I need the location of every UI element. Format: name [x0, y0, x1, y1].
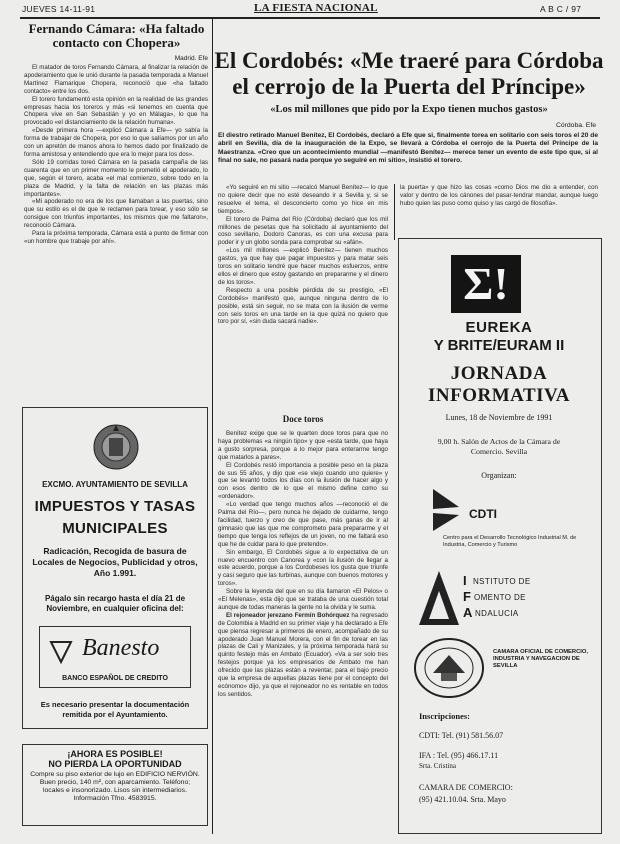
contact-camara-phone: (95) 421.10.04. Srta. Mayo [419, 795, 506, 804]
main-col1-paragraph: «Yo seguiré en mi sitio —recalcó Manuel Benítez— lo que no quiere decir que no esté deseando ir a Sevilla y, si se resuelve el tema, el desconcierto como yo hice en mis tiempos». [218, 184, 388, 215]
cdti-logo-icon [429, 485, 463, 535]
cdti-sub: Centro para el Desarrollo Tecnológico Industrial M. de Industria, Comercio y Turismo [443, 535, 577, 548]
header-date: JUEVES 14-11-91 [22, 4, 96, 14]
main-col2-paragraph: Sin embargo, El Cordobés sigue a lo expectativa de un nuevo encuentro con Canorea y «con la ilusión de llegar a este acuerdo, porque a los Cordobeses los gusta que triunfe y casi seguro que las turbinas, aunque con buenos motores y toros». [218, 548, 388, 588]
ifa-letter-a: A [463, 605, 473, 620]
section-title: Doce toros [282, 414, 324, 424]
ifa-line1: NSTITUTO DE [473, 577, 531, 586]
contact-cdti: CDTI: Tel. (91) 581.56.07 [419, 731, 504, 740]
eureka-brand2: Y BRITE/EURAM II [433, 337, 565, 354]
header-section: LA FIESTA NACIONAL [254, 2, 378, 14]
main-col2-paragraph: «Lo verdad que tengo muchos años —reconoció el de Palma del Río—, pero nunca he dejado de cuidarme, tengo facilidad, tuerzo y creo de que pase, más ganas de ir al gimnasio que las que me comprometo para prepararme y el tiempo que tenga los reflejos de un joven, no me faltará eso que he de cuidar para lo que pretendo». [218, 501, 388, 548]
main-col1-paragraph: El torero de Palma del Río (Córdoba) declaró que los mil millones de pesetas que ha solicitado al ayuntamiento del coso sevillano, Dodoro Canoras, es con una excusa para poder ir y un globo sonda para comprobar su «afán». [218, 215, 388, 247]
eureka-logo: Σ! [451, 255, 521, 313]
ad-sevilla-title2: MUNICIPALES [62, 520, 168, 537]
column-divider [212, 19, 213, 834]
main-col2-paragraph: Sobre la leyenda del que en su día llamaron «El Pelos» o «El Melenas», esta dijo que se trataba de una cuestión total aunque de todas maneras la gente no la olvida y le suma. [218, 588, 388, 611]
left-dateline: Madrid. Efe [174, 55, 208, 62]
left-paragraph: El torero fundamentó esta opinión en la realidad de las grandes empresas hacia los toreros y más «si tenemos en cuenta que Chopera vive en San Sebastián y yo en Málaga», lo que ha provocado «el distanciamiento de la relación humana». [24, 95, 208, 127]
eureka-date: Lunes, 18 de Noviembre de 1991 [445, 413, 553, 422]
ad-sevilla-note: Es necesario presentar la documentación remitida por el Ayuntamiento. [40, 700, 190, 719]
left-paragraph: El matador de toros Fernando Cámara, al finalizar la relación de apoderamiento que le unió durante la pasada temporada a Manuel Martínez Flamarique Chopera, reconoció que «ha faltado contacto» entre los dos. [24, 64, 208, 95]
main-col3: la puerta» y que hizo las cosas «como Dios me dio a entender, con valor y dentro de los cánones del pasar-tendrar mandar, aunque luego hubo quien las puso como quiso y las cargó de filosofía». [400, 184, 598, 207]
ad-sevilla [22, 407, 208, 729]
classified-line2: NO PIERDA LA OPORTUNIDAD [48, 759, 182, 769]
ad-classified [22, 744, 208, 826]
cdti-name: CDTI [469, 507, 497, 521]
contact-ifa: IFA : Tel. (95) 466.17.11 [419, 751, 499, 760]
header-rule [20, 17, 600, 19]
banesto-logo-icon [48, 639, 74, 665]
col2-tail: ha regresado de Colombia a Madrid en su primer viaje y ha declarado a Efe que piensa regresar a primeros de enero, acompañado de su apoderado Juan Manuel Morera, con el fin de torear en las plazas de Cali y Manizales, y la próxima temporada hará su quinto festejo más en Ambato (Ecuador). «Va a ser solo tres festejos porque ya los empresarios de Ambato me han ofrecido que las plazas están a reventar, para el bajo precio que la empresa de aquellas plazas tiene por el concepto del ecónomo» dijo, ya que el rejoneador no es rentable en todos los sentidos. [218, 611, 388, 698]
eureka-place: 9,00 h. Salón de Actos de la Cámara de Comercio. Sevilla [437, 437, 561, 456]
left-paragraph: Sólo 19 corridas toreó Cámara en la pasada campaña de las cuarenta que en un primer momento le prometió el apoderado, lo que, según el torero, acaba «el mal comienzo, sobre todo en la plaza de Madrid, y la falta de relación en las plazas más importantes». [24, 158, 208, 198]
classified-text: Compre su piso exterior de lujo en EDIFICIO NERVIÓN. Buen precio, 140 m², con aparcamiento. Teléfono; locales e insonorizado. Lisos sin intermediarios. Información Tfno. 4583915. [30, 771, 200, 802]
classified-line1: ¡AHORA ES POSIBLE! [67, 749, 163, 759]
header-page: A B C / 97 [540, 4, 582, 14]
left-paragraph: Para la próxima temporada, Cámara está a punto de firmar con «un hombre que trabaje por ahí». [24, 230, 208, 245]
main-col2 [218, 430, 388, 699]
ad-sevilla-desc: Radicación, Recogida de basura de Locales de Negocios, Publicidad y otros, Año 1.991. [32, 546, 198, 578]
ad-banesto-box [39, 626, 191, 688]
ifa-line2: OMENTO DE [474, 593, 526, 602]
left-paragraph: «Desde primera hora —explicó Cámara a Efe— yo sabía la forma de trabajar de Chopera, por eso lo que salíamos por un año con un apretón de manos ahora lo hemos dado por finalizado de forma amistosa y entendiendo que era lo mejor para los dos». [24, 127, 208, 158]
main-col1 [218, 184, 388, 326]
ad-sevilla-title1: IMPUESTOS Y TASAS [34, 498, 196, 515]
left-article-body [24, 64, 208, 246]
camara-name: CAMARA OFICIAL DE COMERCIO, INDUSTRIA Y NAVEGACION DE SEVILLA [493, 649, 589, 669]
ad-bank-full: BANCO ESPAÑOL DE CREDITO [62, 675, 168, 682]
ifa-letter-f: F [463, 589, 471, 604]
main-lead: El diestro retirado Manuel Benítez, El Cordobés, declaró a Efe que si, finalmente torea en solitario con seis toros el 20 de abril en Sevilla, día de la inauguración de la Expo, se llevará a Córdoba el cerrojo de la Puerta del Príncipe de la Maestranza. «Creo que un acontecimiento mundial —manifestó Benítez— merece tener un evento de este tipo que, si al final no sale, no pasará nada porque yo seguiré en mi sitio», insistió el torero. [218, 132, 598, 164]
left-paragraph: «Mi apoderado no era de los que llamaban a las puertas, sino que su estilo es el de que le reclamen para torear, y eso sólo se consigue con triunfos importantes, los mismos que me faltaron», reconoció Cámara. [24, 198, 208, 230]
contact-camara: CAMARA DE COMERCIO: [419, 783, 513, 792]
eureka-inscriptions: Inscripciones: [419, 711, 470, 721]
ad-eureka [398, 238, 602, 834]
ad-sevilla-org: EXCMO. AYUNTAMIENTO DE SEVILLA [42, 480, 188, 489]
camara-seal-icon [413, 637, 485, 699]
col2-bold-lead: El rejoneador jerezano Fermín Bohórquez [226, 611, 350, 619]
main-headline-line2: el cerrojo de la Puerta del Príncipe» [232, 74, 586, 99]
ad-bank-name: Banesto [82, 635, 160, 661]
eureka-title2: INFORMATIVA [427, 385, 571, 406]
main-dateline: Córdoba. Efe [555, 122, 596, 129]
main-col1-paragraph: Respecto a una posible pérdida de su prestigio, «El Cordobés» manifestó que, aunque ninguna dentro de lo posible, está sin seguir, no se mata con la ilusión de verme con seis toros en una tarde en la que quizá no quiero que toro por sí, «sin duda sacará nadie». [218, 286, 388, 326]
main-col1-paragraph: «Los mil millones —explicó Benítez— tienen muchos gastos, ya que hay que pagar impuestos y para matar seis toros en solitario tendré que hacer muchos esfuerzos, entre ellos el dinero que estoy gastando en prepararme y el dinero de los toros». [218, 247, 388, 286]
main-col2-paragraph: Benítez exige que se le quarten doce toros para que no haya problemas «a ningún tipo» y que «esta tarde, que haya a gusto sorpresa, porque a lo mejor para enterarme tengo que matarlos a pares». [218, 430, 388, 461]
coat-of-arms-icon [91, 422, 141, 472]
column-divider [394, 184, 395, 240]
ifa-letter-i: I [463, 573, 467, 588]
left-headline: Fernando Cámara: «Ha faltado contacto con Chopera» [28, 21, 205, 50]
eureka-title1: JORNADA [450, 363, 548, 384]
eureka-organizers: Organizan: [481, 471, 517, 480]
ifa-logo-icon [417, 569, 461, 627]
ad-sevilla-deadline: Págalo sin recargo hasta el día 21 de Noviembre, en cualquier oficina del: [44, 594, 186, 613]
ifa-line3: NDALUCIA [475, 609, 519, 618]
main-headline-line1: El Cordobés: «Me traeré para Córdoba [214, 48, 604, 73]
eureka-brand: EUREKA [465, 319, 533, 336]
main-col2-paragraph: El Cordobés restó importancia a posible peso en la plaza de sus 55 años, y dijo que «se viejo cuando uno quiere» y que se levantó todos los días con la ilusión de hacer algo y con esos dentro de lo que el mismo define como su «ordenador». [218, 461, 388, 501]
main-subhead: «Los mil millones que pido por la Expo tienen muchos gastos» [270, 104, 548, 115]
contact-ifa-name: Srta. Cristina [419, 762, 456, 770]
